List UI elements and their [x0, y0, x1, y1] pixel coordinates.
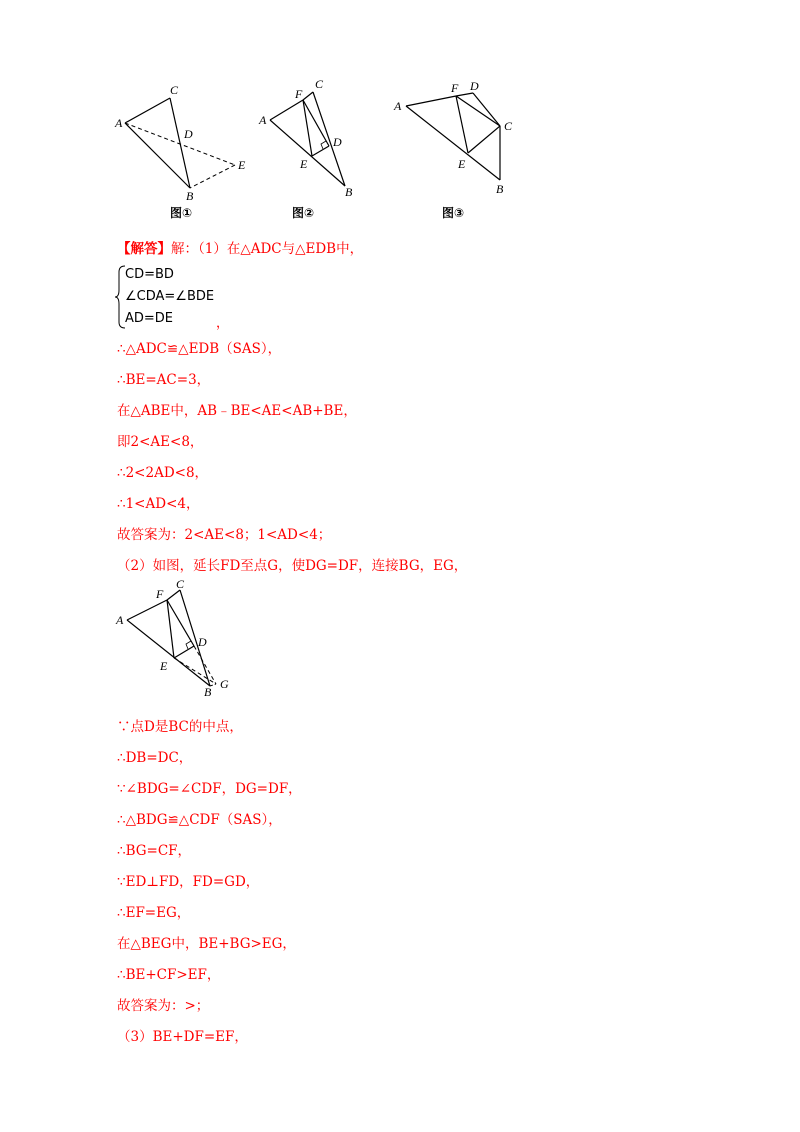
- fig3-label-b: B: [496, 182, 504, 196]
- solution-tag: 【解答】: [117, 241, 171, 257]
- solution-line: ∴1<AD<4，: [117, 496, 200, 512]
- fig1-label-e: E: [238, 158, 246, 172]
- fig4-label-b: B: [204, 685, 212, 699]
- solution-line: ∴BE+CF>EF，: [117, 967, 221, 983]
- figure-4: [112, 578, 242, 702]
- solution-line: 在△ABE中，AB﹣BE<AE<AB+BE，: [117, 403, 357, 419]
- solution-line: 故答案为：2<AE<8；1<AD<4；: [117, 527, 332, 543]
- fig2-label-a: A: [259, 113, 267, 127]
- figure-3: [388, 78, 528, 202]
- condition-2: ∠CDA=∠BDE: [125, 289, 215, 304]
- fig4-label-a: A: [116, 613, 124, 627]
- fig1-label-a: A: [115, 116, 123, 130]
- fig2-label-b: B: [345, 185, 353, 199]
- condition-3: AD=DE: [125, 311, 174, 326]
- fig2-label-d: D: [333, 135, 342, 149]
- figure-2-caption: 图②: [292, 206, 315, 220]
- fig2-label-c: C: [315, 77, 324, 91]
- figure-1-caption: 图①: [170, 206, 193, 220]
- solution-line: ∴BG=CF，: [117, 843, 192, 859]
- figure-3-caption: 图③: [442, 206, 465, 220]
- solution-line: 在△BEG中，BE+BG>EG，: [117, 936, 296, 952]
- solution-line: （3）BE+DF=EF，: [117, 1029, 248, 1045]
- figure-2: [255, 78, 365, 202]
- fig4-label-g: G: [220, 677, 229, 691]
- solution-intro-line: [117, 240, 363, 258]
- fig2-label-f: F: [295, 87, 303, 101]
- fig3-label-a: A: [394, 99, 402, 113]
- solution-line: 即2<AE<8，: [117, 434, 204, 450]
- solution-line: ∵∠BDG=∠CDF，DG=DF，: [117, 781, 302, 797]
- figure-4-diagram: [112, 578, 242, 698]
- figure-2-diagram: [255, 78, 365, 198]
- solution-line: （2）如图，延长FD至点G，使DG=DF，连接BG，EG，: [117, 558, 468, 574]
- solution-line: ∴△BDG≌△CDF（SAS），: [117, 812, 282, 828]
- fig4-label-f: F: [156, 587, 164, 601]
- brace-comma: ，: [216, 316, 230, 331]
- solution-line: ∵ED⊥FD，FD=GD，: [117, 874, 260, 890]
- solution-line: ∴△ADC≌△EDB（SAS），: [117, 341, 282, 357]
- solution-line: ∵点D是BC的中点，: [117, 719, 243, 735]
- fig3-label-c: C: [504, 119, 513, 133]
- condition-1: CD=BD: [125, 267, 174, 282]
- figure-1: [110, 80, 260, 203]
- solution-line: ∴2<2AD<8，: [117, 465, 209, 481]
- fig3-label-d: D: [470, 79, 479, 93]
- solution-intro: 解：（1）在△ADC与△EDB中，: [171, 241, 364, 257]
- fig2-label-e: E: [300, 157, 308, 171]
- figure-1-diagram: [110, 80, 260, 203]
- fig4-label-d: D: [198, 635, 207, 649]
- fig3-label-f: F: [451, 81, 459, 95]
- figure-3-diagram: [388, 78, 528, 198]
- fig3-label-e: E: [458, 157, 466, 171]
- solution-line: 故答案为：>；: [117, 998, 210, 1014]
- solution-line: ∴DB=DC，: [117, 750, 193, 766]
- fig1-label-b: B: [186, 189, 194, 203]
- fig1-label-c: C: [170, 83, 179, 97]
- fig1-label-d: D: [184, 127, 193, 141]
- fig4-label-c: C: [176, 577, 185, 591]
- solution-line: ∴BE=AC=3，: [117, 372, 211, 388]
- solution-line: ∴EF=EG，: [117, 905, 191, 921]
- fig4-label-e: E: [160, 659, 168, 673]
